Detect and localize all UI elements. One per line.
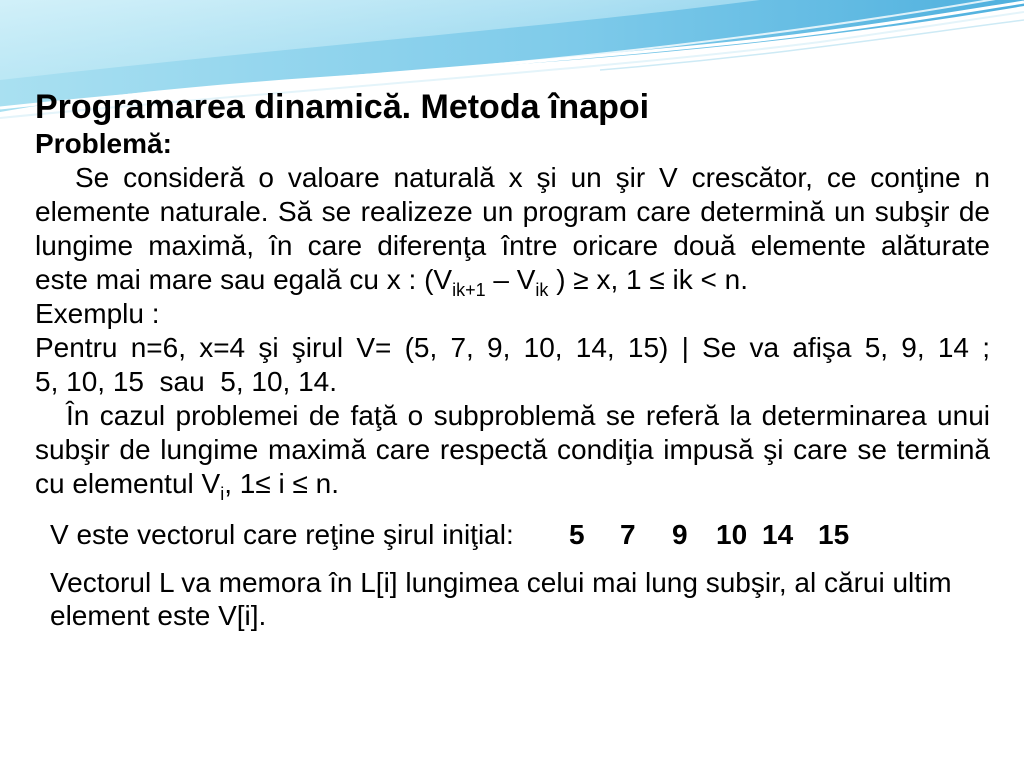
statement-line: elemente naturale. Să se realizeze un program care determină un subşir de: [35, 196, 990, 227]
formula-subscript: ik: [535, 280, 549, 300]
vector-v-value: 7: [620, 519, 636, 550]
vector-v-value: 10: [716, 519, 748, 550]
subproblem-paragraph: [35, 399, 990, 504]
vector-v-label: V este vectorul care reţine şirul iniţial:: [50, 519, 514, 550]
vector-v-row: [50, 518, 990, 552]
vector-l-line: element este V[i].: [50, 600, 267, 631]
statement-line: Se consideră o valoare naturală x şi un şir V crescător, ce conţine n: [75, 162, 990, 193]
vector-v-value: 9: [672, 519, 688, 550]
example-section: [35, 297, 990, 399]
problem-statement: [35, 161, 990, 300]
slide-content: [35, 87, 990, 504]
vector-v-values: [50, 518, 990, 552]
example-line: Pentru n=6, x=4 şi şirul V= (5, 7, 9, 10, 14, 15) | Se va afişa 5, 9, 14 ;: [35, 332, 990, 363]
statement-line: lungime maximă, în care diferenţa între oricare două elemente alăturate: [35, 230, 990, 261]
vector-v-value: 14: [762, 519, 794, 550]
statement-line-formula: [35, 263, 990, 300]
vector-v-value: 5: [569, 519, 585, 550]
subproblem-line: [35, 467, 990, 504]
vector-l-line: Vectorul L va memora în L[i] lungimea celui mai lung subşir, al cărui ultim: [50, 567, 952, 598]
subproblem-text: cu elementul V: [35, 468, 221, 499]
slide-title: Programarea dinamică. Metoda înapoi: [35, 88, 650, 126]
subproblem-subscript: i: [220, 484, 225, 504]
vector-l-paragraph: [50, 566, 990, 632]
formula-text: – V: [485, 264, 536, 295]
subproblem-line: subşir de lungime maximă care respectă condiţia impusă şi care se termină: [35, 434, 990, 465]
vector-v-value: 15: [818, 519, 850, 550]
subproblem-text: , 1≤ i ≤ n.: [224, 468, 339, 499]
subproblem-line: În cazul problemei de faţă o subproblemă se referă la determinarea unui: [66, 400, 990, 431]
example-line: 5, 10, 15 sau 5, 10, 14.: [35, 366, 337, 397]
formula-text: este mai mare sau egală cu x : (V: [35, 264, 453, 295]
formula-subscript: ik+1: [452, 280, 486, 300]
problem-heading: Problemă:: [35, 128, 172, 159]
example-heading: Exemplu :: [35, 298, 160, 329]
formula-text: ) ≥ x, 1 ≤ ik < n.: [548, 264, 748, 295]
